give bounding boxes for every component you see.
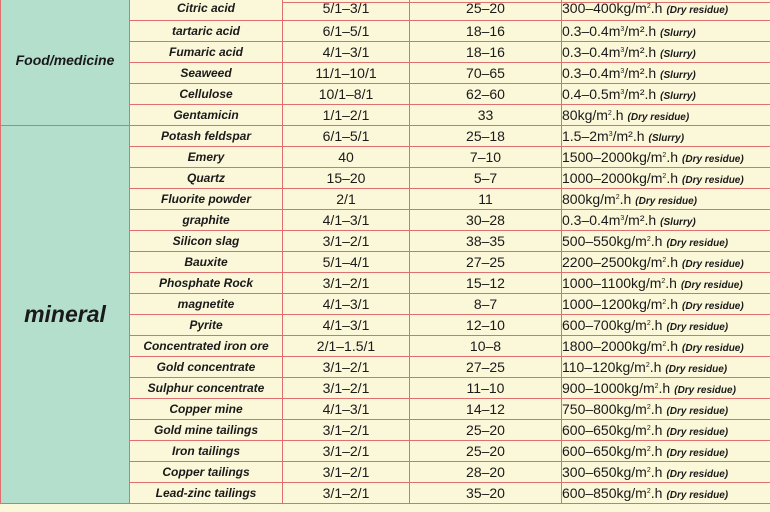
ratio-value: 3/1–2/1: [283, 357, 410, 378]
capacity-unit-exponent: 3: [608, 131, 613, 138]
capacity-unit-suffix: .h: [666, 170, 679, 186]
time-value: 10–8: [410, 336, 562, 357]
ratio-value: 6/1–5/1: [283, 21, 410, 42]
time-value: 7–10: [410, 147, 562, 168]
residue-note: (Dry residue): [666, 238, 729, 249]
category-mineral: mineral: [1, 126, 130, 504]
time-value: 25–20: [410, 441, 562, 462]
table-row: [1, 0, 770, 21]
capacity-unit-suffix: .h: [650, 464, 663, 480]
capacity-value: 1500–2000kg/m: [562, 149, 663, 165]
residue-note: (Dry residue): [666, 469, 729, 480]
capacity-cell: [562, 84, 770, 105]
material-table-body: [1, 0, 770, 504]
capacity-cell: [562, 126, 770, 147]
material-name: graphite: [130, 210, 283, 231]
capacity-cell: [562, 21, 770, 42]
capacity-unit-exponent: 2: [646, 446, 651, 453]
material-name: Iron tailings: [130, 441, 283, 462]
capacity-value: 2200–2500kg/m: [562, 254, 663, 270]
residue-note: (Dry residue): [666, 406, 729, 417]
capacity-unit-suffix: .h: [666, 296, 679, 312]
capacity-value: 800kg/m: [562, 191, 616, 207]
ratio-value: 4/1–3/1: [283, 294, 410, 315]
ratio-value: 1/1–2/1: [283, 105, 410, 126]
material-name: Gentamicin: [130, 105, 283, 126]
capacity-cell: [562, 210, 770, 231]
capacity-unit-exponent: 2: [662, 152, 667, 159]
time-value: 35–20: [410, 483, 562, 504]
capacity-unit-exponent: 3: [620, 26, 625, 33]
capacity-unit-suffix: .h: [666, 338, 679, 354]
capacity-value: 1000–1100kg/m: [562, 275, 662, 291]
capacity-unit-exponent: 2: [607, 110, 612, 117]
capacity-unit-exponent: 3: [620, 89, 625, 96]
capacity-value: 0.3–0.4m: [562, 212, 621, 228]
material-name: Phosphate Rock: [130, 273, 283, 294]
ratio-value: 15–20: [283, 168, 410, 189]
table-row: [1, 126, 770, 147]
capacity-unit-exponent: 2: [646, 467, 651, 474]
ratio-value: 3/1–2/1: [283, 462, 410, 483]
material-name: Copper mine: [130, 399, 283, 420]
capacity-unit-exponent: 2: [646, 404, 651, 411]
capacity-value: 300–650kg/m: [562, 464, 647, 480]
residue-note: (Dry residue): [666, 322, 729, 333]
ratio-value: 3/1–2/1: [283, 483, 410, 504]
material-name: Fluorite powder: [130, 189, 283, 210]
time-value: 62–60: [410, 84, 562, 105]
capacity-unit-exponent: 3: [620, 68, 625, 75]
capacity-value: 0.4–0.5m: [562, 86, 621, 102]
time-value: 11–10: [410, 378, 562, 399]
capacity-unit-exponent: 2: [662, 341, 667, 348]
ratio-value: 4/1–3/1: [283, 399, 410, 420]
capacity-cell: [562, 399, 770, 420]
time-value: 27–25: [410, 357, 562, 378]
residue-note: (Slurry): [660, 28, 696, 39]
capacity-unit-exponent: 2: [645, 362, 650, 369]
time-value: 18–16: [410, 42, 562, 63]
capacity-value: 1800–2000kg/m: [562, 338, 663, 354]
time-value: 28–20: [410, 462, 562, 483]
capacity-unit-suffix: .h: [658, 380, 671, 396]
ratio-value: 10/1–8/1: [283, 84, 410, 105]
capacity-value: 1000–2000kg/m: [562, 170, 663, 186]
material-name: Gold concentrate: [130, 357, 283, 378]
capacity-cell: [562, 294, 770, 315]
material-name: Concentrated iron ore: [130, 336, 283, 357]
capacity-unit-suffix: /m².h: [624, 86, 657, 102]
capacity-unit-exponent: 3: [620, 47, 625, 54]
capacity-cell: [562, 483, 770, 504]
time-value: 25–20: [410, 420, 562, 441]
material-name: Cellulose: [130, 84, 283, 105]
capacity-cell: [562, 63, 770, 84]
ratio-value: 4/1–3/1: [283, 42, 410, 63]
capacity-unit-suffix: /m².h: [624, 212, 657, 228]
capacity-unit-suffix: /m².h: [624, 65, 657, 81]
capacity-unit-suffix: .h: [650, 443, 663, 459]
material-name: Seaweed: [130, 63, 283, 84]
ratio-value: 3/1–2/1: [283, 231, 410, 252]
capacity-cell: [562, 315, 770, 336]
capacity-cell: [562, 105, 770, 126]
capacity-cell: [562, 147, 770, 168]
time-value: 33: [410, 105, 562, 126]
capacity-cell: [562, 189, 770, 210]
material-name: Fumaric acid: [130, 42, 283, 63]
residue-note: (Slurry): [660, 70, 696, 81]
material-name: tartaric acid: [130, 21, 283, 42]
residue-note: (Dry residue): [666, 427, 729, 438]
capacity-unit-exponent: 2: [646, 236, 651, 243]
residue-note: (Dry residue): [682, 154, 744, 165]
capacity-value: 0.3–0.4m: [562, 23, 621, 39]
residue-note: (Dry residue): [680, 280, 743, 291]
capacity-unit-suffix: .h: [650, 422, 663, 438]
residue-note: (Dry residue): [682, 259, 744, 270]
residue-note: (Dry residue): [674, 385, 736, 396]
time-value: 12–10: [410, 315, 562, 336]
capacity-cell: [562, 378, 770, 399]
residue-note: (Dry residue): [666, 448, 729, 459]
ratio-value: 11/1–10/1: [283, 63, 410, 84]
ratio-value: 6/1–5/1: [283, 126, 410, 147]
capacity-value: 0.3–0.4m: [562, 65, 621, 81]
capacity-unit-suffix: .h: [650, 401, 663, 417]
ratio-value: 3/1–2/1: [283, 273, 410, 294]
material-name: Lead-zinc tailings: [130, 483, 283, 504]
capacity-unit-suffix: /m².h: [624, 23, 657, 39]
residue-note: (Slurry): [660, 49, 696, 60]
capacity-value: 750–800kg/m: [562, 401, 647, 417]
residue-note: (Dry residue): [682, 301, 744, 312]
capacity-unit-suffix: .h: [619, 191, 632, 207]
capacity-value: 1000–1200kg/m: [562, 296, 663, 312]
capacity-value: 600–650kg/m: [562, 443, 647, 459]
capacity-value: 110–120kg/m: [562, 359, 646, 375]
ratio-value: 4/1–3/1: [283, 315, 410, 336]
capacity-cell: [562, 357, 770, 378]
residue-note: (Dry residue): [627, 112, 690, 123]
time-value: 8–7: [410, 294, 562, 315]
capacity-unit-suffix: /m².h: [612, 128, 645, 144]
capacity-unit-suffix: .h: [650, 317, 663, 333]
ratio-value: 2/1: [283, 189, 410, 210]
material-name: Emery: [130, 147, 283, 168]
capacity-value: 900–1000kg/m: [562, 380, 655, 396]
residue-note: (Slurry): [660, 217, 696, 228]
capacity-cell: [562, 168, 770, 189]
residue-note: (Slurry): [648, 133, 685, 144]
material-name: Citric acid: [130, 0, 283, 21]
capacity-cell: [562, 336, 770, 357]
capacity-cell: [562, 231, 770, 252]
capacity-unit-exponent: 2: [661, 278, 666, 285]
category-food-medicine: Food/medicine: [1, 0, 130, 126]
capacity-cell: [562, 441, 770, 462]
capacity-unit-suffix: .h: [665, 275, 677, 291]
residue-note: (Dry residue): [666, 490, 729, 501]
capacity-value: 300–400kg/m: [562, 0, 647, 16]
time-value: 38–35: [410, 231, 562, 252]
time-value: 25–20: [410, 0, 562, 21]
capacity-cell: [562, 0, 770, 21]
capacity-cell: [562, 462, 770, 483]
ratio-value: 5/1–4/1: [283, 252, 410, 273]
material-name: Sulphur concentrate: [130, 378, 283, 399]
capacity-unit-suffix: .h: [666, 149, 679, 165]
residue-note: (Dry residue): [682, 175, 744, 186]
ratio-value: 4/1–3/1: [283, 210, 410, 231]
capacity-unit-suffix: .h: [611, 107, 624, 123]
residue-note: (Dry residue): [682, 343, 744, 354]
time-value: 30–28: [410, 210, 562, 231]
capacity-unit-exponent: 2: [646, 425, 651, 432]
residue-note: (Dry residue): [666, 4, 729, 16]
capacity-unit-exponent: 2: [662, 173, 667, 180]
capacity-cell: [562, 252, 770, 273]
capacity-cell: [562, 420, 770, 441]
capacity-cell: [562, 273, 770, 294]
capacity-unit-exponent: 2: [662, 257, 667, 264]
capacity-unit-exponent: 2: [646, 2, 651, 10]
capacity-value: 1.5–2m: [562, 128, 609, 144]
time-value: 5–7: [410, 168, 562, 189]
material-name: Potash feldspar: [130, 126, 283, 147]
material-name: magnetite: [130, 294, 283, 315]
capacity-unit-exponent: 2: [646, 488, 651, 495]
material-name: Copper tailings: [130, 462, 283, 483]
capacity-value: 600–650kg/m: [562, 422, 647, 438]
capacity-value: 80kg/m: [562, 107, 608, 123]
ratio-value: 3/1–2/1: [283, 420, 410, 441]
time-value: 11: [410, 189, 562, 210]
time-value: 14–12: [410, 399, 562, 420]
capacity-unit-suffix: .h: [650, 233, 663, 249]
capacity-unit-suffix: .h: [649, 359, 662, 375]
time-value: 25–18: [410, 126, 562, 147]
residue-note: (Slurry): [660, 91, 696, 102]
ratio-value: 2/1–1.5/1: [283, 336, 410, 357]
ratio-value: 3/1–2/1: [283, 378, 410, 399]
capacity-unit-suffix: .h: [666, 254, 679, 270]
capacity-unit-exponent: 2: [646, 320, 651, 327]
capacity-unit-exponent: 2: [615, 194, 620, 201]
material-name: Pyrite: [130, 315, 283, 336]
capacity-value: 600–850kg/m: [562, 485, 647, 501]
capacity-cell: [562, 42, 770, 63]
material-name: Bauxite: [130, 252, 283, 273]
material-name: Quartz: [130, 168, 283, 189]
capacity-unit-exponent: 3: [620, 215, 625, 222]
capacity-unit-exponent: 2: [662, 299, 667, 306]
residue-note: (Dry residue): [635, 196, 697, 207]
capacity-unit-exponent: 2: [654, 383, 659, 390]
capacity-unit-suffix: .h: [650, 485, 663, 501]
ratio-value: 40: [283, 147, 410, 168]
capacity-unit-suffix: .h: [650, 0, 663, 16]
residue-note: (Dry residue): [665, 364, 728, 375]
capacity-unit-suffix: /m².h: [624, 44, 657, 60]
time-value: 27–25: [410, 252, 562, 273]
material-name: Gold mine tailings: [130, 420, 283, 441]
capacity-value: 0.3–0.4m: [562, 44, 621, 60]
time-value: 15–12: [410, 273, 562, 294]
time-value: 18–16: [410, 21, 562, 42]
time-value: 70–65: [410, 63, 562, 84]
ratio-value: 5/1–3/1: [283, 0, 410, 21]
material-name: Silicon slag: [130, 231, 283, 252]
capacity-value: 500–550kg/m: [562, 233, 647, 249]
capacity-value: 600–700kg/m: [562, 317, 647, 333]
ratio-value: 3/1–2/1: [283, 441, 410, 462]
